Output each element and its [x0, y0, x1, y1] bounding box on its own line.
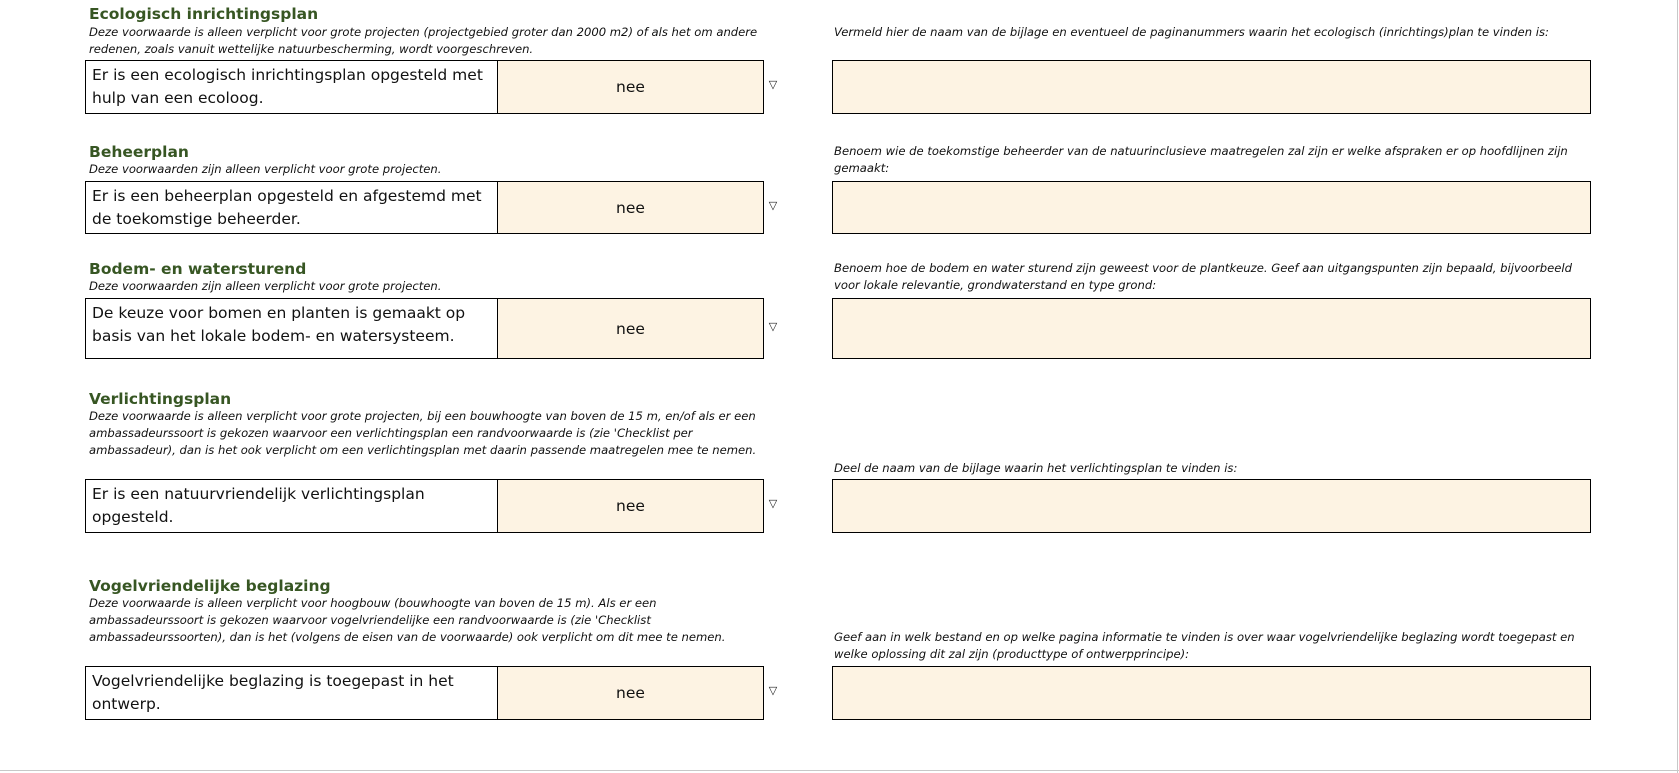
section-note: Deze voorwaarden zijn alleen verplicht voor grote projecten. [89, 279, 442, 293]
condition-row [85, 666, 764, 720]
dropdown-arrow-icon[interactable]: ▽ [768, 684, 778, 697]
condition-statement: Er is een beheerplan opgesteld en afgestemd met de toekomstige beheerder. [86, 182, 498, 233]
answer-prompt: Geef aan in welk bestand en op welke pagina informatie te vinden is over waar vogelvriendelijke beglazing wordt toegepast en welke oplossing dit zal zijn (producttype of ontwerpprincipe): [834, 630, 1575, 661]
answer-prompt: Benoem hoe de bodem en water sturend zijn geweest voor de plantkeuze. Geef aan uitgangspunten zijn bepaald, bijvoorbeeld voor lokale relevantie, grondwaterstand en type grond: [834, 261, 1572, 292]
section-note: Deze voorwaarde is alleen verplicht voor hoogbouw (bouwhoogte van boven de 15 m). Als er een ambassadeurssoort is gekozen waarvoor vogelvriendelijke een randvoorwaarde is (zie 'Checklist ambassadeurssoorten), dan is het (volgens de eisen van de voorwaarde) ook verplicht om dit mee te nemen. [89, 596, 726, 644]
section-note: Deze voorwaarde is alleen verplicht voor grote projecten, bij een bouwhoogte van boven de 15 m, en/of als er een ambassadeurssoort is gekozen waarvoor een verlichtingsplan een randvoorwaarde is (zie 'Checklist per ambassadeur), dan is het ook verplicht om een verlichtingsplan met daarin passende maatregelen mee te nemen. [89, 409, 757, 457]
condition-statement: Er is een natuurvriendelijk verlichtingsplan opgesteld. [86, 480, 498, 532]
section-title: Vogelvriendelijke beglazing [89, 577, 331, 595]
status-value: nee [616, 684, 645, 702]
answer-field[interactable] [832, 666, 1591, 720]
dropdown-arrow-icon[interactable]: ▽ [768, 199, 778, 212]
status-dropdown[interactable] [498, 480, 763, 532]
status-value: nee [616, 198, 645, 217]
section-title: Ecologisch inrichtingsplan [89, 5, 319, 23]
condition-row [85, 298, 764, 359]
section-title: Verlichtingsplan [89, 390, 232, 408]
condition-row [85, 60, 764, 114]
dropdown-arrow-icon[interactable]: ▽ [768, 320, 778, 333]
answer-prompt: Benoem wie de toekomstige beheerder van de natuurinclusieve maatregelen zal zijn er welke afspraken er op hoofdlijnen zijn gemaakt: [834, 144, 1568, 175]
status-value: nee [616, 319, 645, 338]
sheet-right-border [1677, 0, 1678, 773]
sheet-bottom-border [0, 770, 1679, 771]
condition-statement: De keuze voor bomen en planten is gemaakt op basis van het lokale bodem- en watersysteem. [86, 299, 498, 358]
status-dropdown[interactable] [498, 61, 763, 113]
condition-statement: Er is een ecologisch inrichtingsplan opgesteld met hulp van een ecoloog. [86, 61, 498, 113]
answer-field[interactable] [832, 298, 1591, 359]
answer-field[interactable] [832, 60, 1591, 114]
status-value: nee [616, 497, 645, 515]
section-note: Deze voorwaarde is alleen verplicht voor grote projecten (projectgebied groter dan 2000 m2) of als het om andere redenen, zoals vanuit wettelijke natuurbescherming, wordt voorgeschreven. [89, 25, 758, 56]
status-dropdown[interactable] [498, 299, 763, 358]
section-title: Bodem- en watersturend [89, 260, 307, 278]
status-value: nee [616, 78, 645, 96]
status-dropdown[interactable] [498, 182, 763, 233]
status-dropdown[interactable] [498, 667, 763, 719]
answer-field[interactable] [832, 479, 1591, 533]
dropdown-arrow-icon[interactable]: ▽ [768, 78, 778, 91]
condition-statement: Vogelvriendelijke beglazing is toegepast in het ontwerp. [86, 667, 498, 719]
condition-row [85, 181, 764, 234]
answer-prompt: Vermeld hier de naam van de bijlage en eventueel de paginanummers waarin het ecologisch (inrichtings)plan te vinden is: [834, 25, 1549, 39]
section-note: Deze voorwaarden zijn alleen verplicht voor grote projecten. [89, 162, 442, 176]
answer-field[interactable] [832, 181, 1591, 234]
section-title: Beheerplan [89, 143, 189, 161]
dropdown-arrow-icon[interactable]: ▽ [768, 497, 778, 510]
answer-prompt: Deel de naam van de bijlage waarin het verlichtingsplan te vinden is: [834, 461, 1238, 475]
condition-row [85, 479, 764, 533]
